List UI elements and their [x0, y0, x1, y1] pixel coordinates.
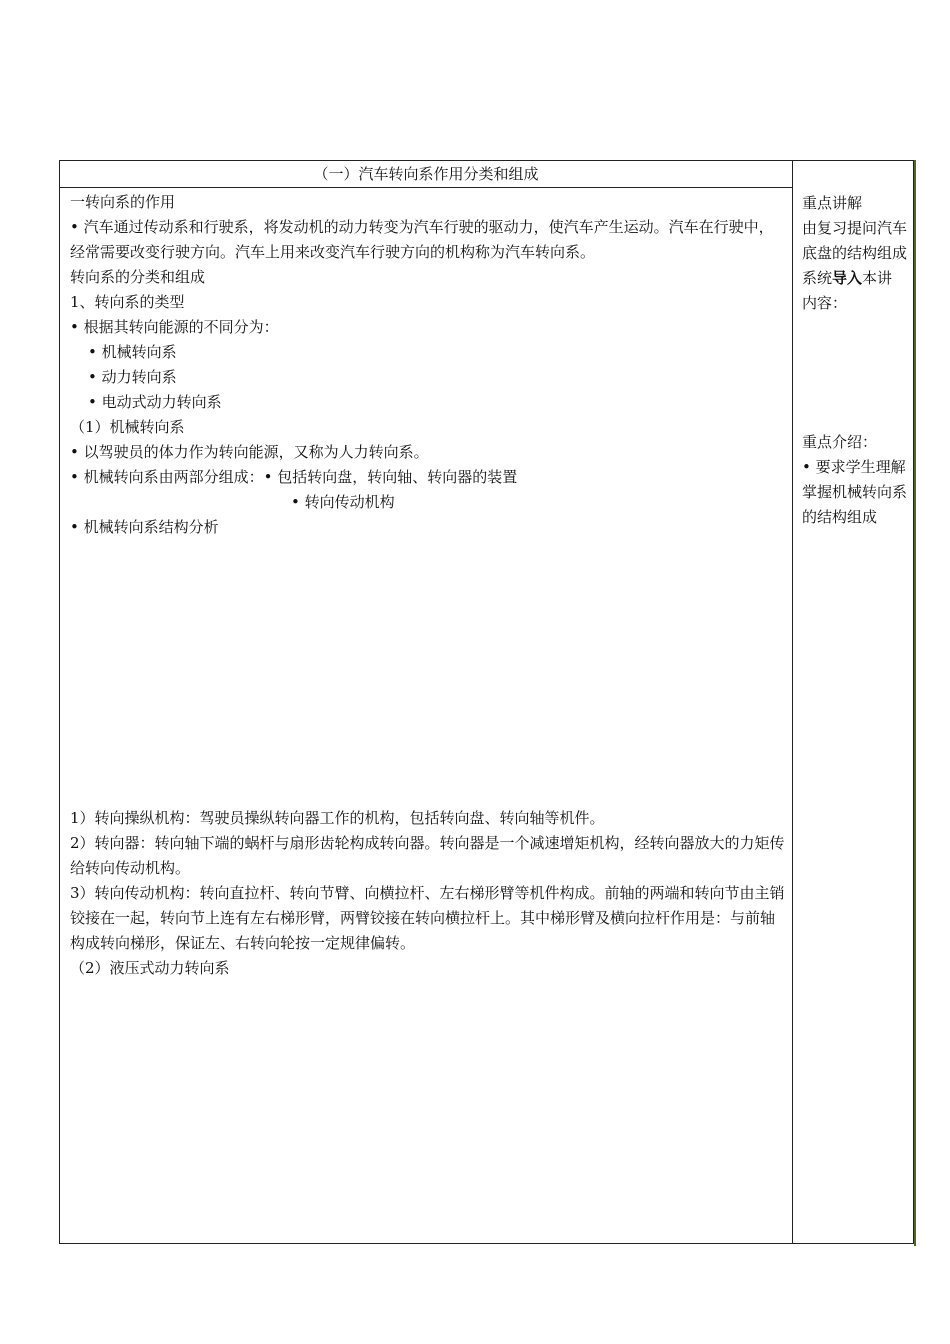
bullet-by-energy: • 根据其转向能源的不同分为： [70, 318, 279, 336]
figure-space [70, 540, 786, 806]
item-transmission-mechanism: 3）转向传动机构：转向直拉杆、转向节臂、向横拉杆、左右梯形臂等机件构成。前轴的两端和转向节由主销铰接在一起，转向节上连有左右梯形臂，两臂铰接在转向横拉杆上。其中梯形臂及横向拉杆作用是：与前轴构成转向梯形，保证左、右转向轮按一定规律偏转。 [70, 884, 785, 952]
heading-classification: 转向系的分类和组成 [70, 268, 206, 286]
notes-block-focus [793, 424, 913, 530]
bullet-electric: • 电动式动力转向系 [88, 393, 222, 411]
heading-mechanical-system: （1）机械转向系 [70, 418, 185, 436]
main-content [60, 188, 792, 981]
heading-types: 1、转向系的类型 [70, 293, 185, 311]
section-title: （一）汽车转向系作用分类和组成 [60, 161, 792, 188]
bullet-mechanical: • 机械转向系 [88, 343, 177, 361]
notes-intro-text [802, 216, 907, 316]
notes-intro-title: 重点讲解 [802, 194, 863, 212]
right-accent-border [914, 160, 916, 1246]
notes-spacer [793, 316, 913, 424]
notes-intro-text-b: 本讲内容： [802, 269, 893, 312]
heading-hydraulic: （2）液压式动力转向系 [70, 959, 230, 977]
notes-column [793, 161, 913, 1243]
notes-focus-title: 重点介绍： [802, 433, 878, 451]
item-steering-control: 1）转向操纵机构：驾驶员操纵转向器工作的机构，包括转向盘、转向轴等机件。 [70, 809, 605, 827]
item-steering-gear: 2）转向器：转向轴下端的蜗杆与扇形齿轮构成转向器。转向器是一个减速增矩机构，经转向器放大的力矩传给转向传动机构。 [70, 834, 785, 877]
notes-focus-text: • 要求学生理解掌握机械转向系的结构组成 [802, 458, 908, 526]
notes-block-intro [793, 161, 913, 316]
notes-intro-bold: 导入 [832, 269, 863, 287]
heading-function: 一转向系的作用 [70, 193, 176, 211]
bullet-structure-analysis: • 机械转向系结构分析 [70, 518, 219, 536]
main-column [60, 161, 793, 1243]
paragraph-function: • 汽车通过传动系和行驶系，将发动机的动力转变为汽车行驶的驱动力，使汽车产生运动。汽车在行驶中，经常需要改变行驶方向。汽车上用来改变汽车行驶方向的机构称为汽车转向系。 [70, 218, 774, 261]
notes-intro-text-a: 由复习提问汽车底盘的结构组成系统 [802, 219, 908, 287]
bullet-power: • 动力转向系 [88, 368, 177, 386]
bullet-transmission-mechanism: • 转向传动机构 [291, 493, 395, 511]
bullet-two-parts: • 机械转向系由两部分组成：• 包括转向盘，转向轴、转向器的装置 [70, 468, 518, 486]
bullet-manual-energy: • 以驾驶员的体力作为转向能源，又称为人力转向系。 [70, 443, 429, 461]
lesson-table [59, 160, 914, 1244]
